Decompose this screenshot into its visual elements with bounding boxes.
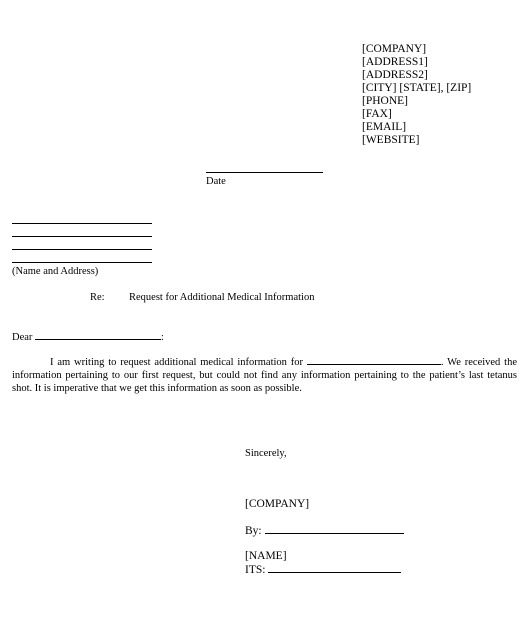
closing-by xyxy=(245,524,404,538)
recipient-line-2 xyxy=(12,236,152,237)
salutation-prefix: Dear xyxy=(12,332,33,343)
closing-its-label: ITS: xyxy=(245,564,266,576)
body-part-2: . We received the information pertaining to our first request, but could not find any information pertaining to the patient’s last tetanus shot. It is imperative that we get this information as soon as possible. xyxy=(12,357,517,394)
recipient-label: (Name and Address) xyxy=(12,266,99,277)
closing-sincerely: Sincerely, xyxy=(245,448,287,459)
letterhead-city-state-zip: [CITY] [STATE], [ZIP] xyxy=(362,82,472,94)
body-paragraph xyxy=(12,355,517,395)
recipient-line-1 xyxy=(12,223,152,224)
letterhead-website: [WEBSITE] xyxy=(362,134,420,146)
closing-by-label: By: xyxy=(245,525,262,537)
date-label: Date xyxy=(206,176,226,187)
letterhead-email: [EMAIL] xyxy=(362,121,407,133)
recipient-line-4 xyxy=(12,262,152,263)
closing-name: [NAME] xyxy=(245,550,287,562)
closing-its xyxy=(245,563,401,577)
subject-re-label: Re: xyxy=(90,292,105,303)
letterhead-address2: [ADDRESS2] xyxy=(362,69,428,81)
subject-text: Request for Additional Medical Information xyxy=(129,292,315,303)
date-line xyxy=(206,172,323,173)
letterhead-fax: [FAX] xyxy=(362,108,392,120)
letterhead-company: [COMPANY] xyxy=(362,43,427,55)
patient-name-blank xyxy=(307,355,441,365)
title-blank xyxy=(268,563,401,573)
letterhead xyxy=(362,43,471,147)
body-part-1: I am writing to request additional medical information for xyxy=(50,357,304,368)
signature-blank xyxy=(265,524,404,534)
recipient-line-3 xyxy=(12,249,152,250)
salutation-blank xyxy=(35,330,161,340)
salutation xyxy=(12,330,164,344)
letterhead-address1: [ADDRESS1] xyxy=(362,56,428,68)
closing-company: [COMPANY] xyxy=(245,498,310,510)
letterhead-phone: [PHONE] xyxy=(362,95,408,107)
salutation-suffix: : xyxy=(161,332,164,343)
